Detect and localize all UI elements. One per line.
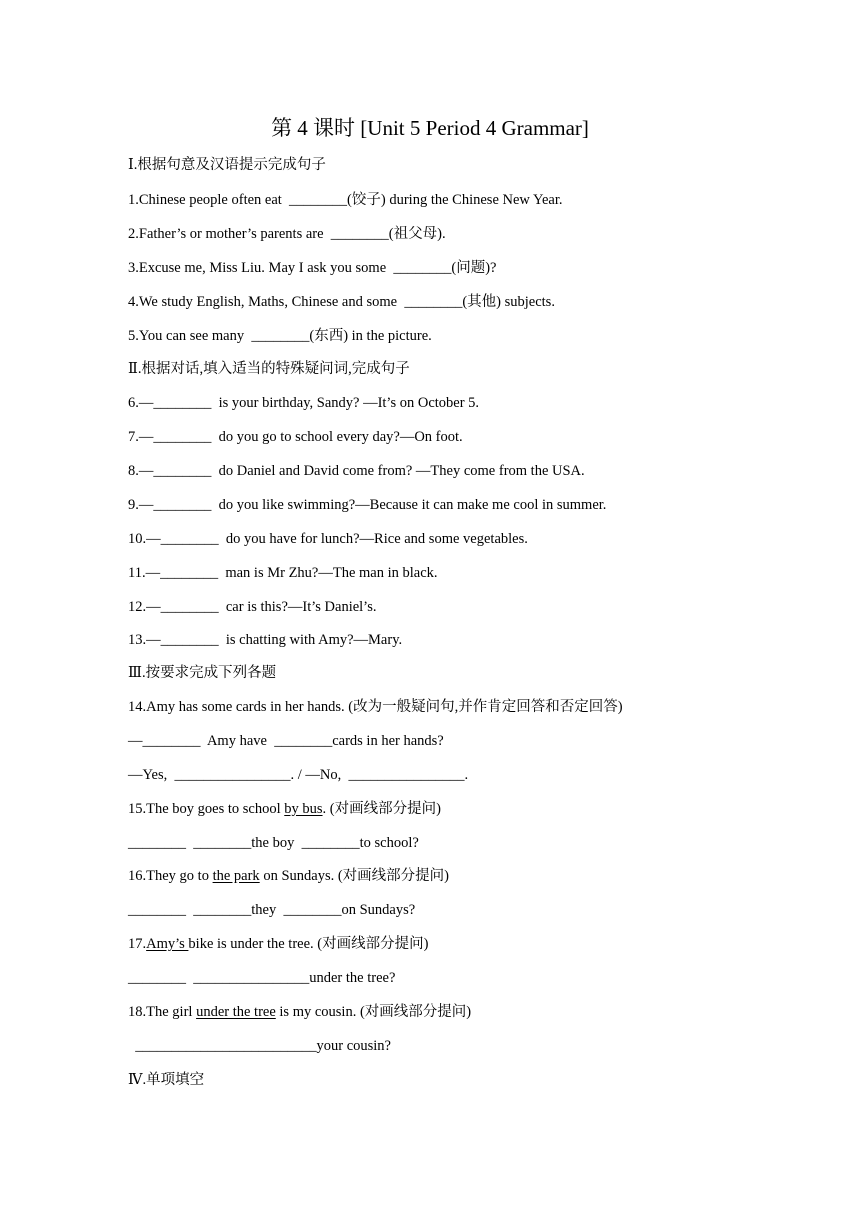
question-15 xyxy=(128,799,441,819)
question-4: 4.We study English, Maths, Chinese and some ________(其他) subjects. xyxy=(128,294,555,310)
question-2: 2.Father’s or mother’s parents are ________(祖父母). xyxy=(128,226,446,242)
underlined-phrase: Amy’s xyxy=(146,936,189,952)
question-13: 13.—________ is chatting with Amy?—Mary. xyxy=(128,632,403,648)
section-heading-4: Ⅳ.单项填空 xyxy=(128,1072,205,1088)
section-heading-1: Ⅰ.根据句意及汉语提示完成句子 xyxy=(128,157,326,173)
underlined-phrase: by bus xyxy=(284,801,323,817)
answer-line-17: ________ ________________under the tree? xyxy=(128,970,396,986)
question-9: 9.—________ do you like swimming?—Because it can make me cool in summer. xyxy=(128,497,607,513)
question-18 xyxy=(128,1002,471,1022)
question-12: 12.—________ car is this?—It’s Daniel’s. xyxy=(128,599,377,615)
underlined-phrase: under the tree xyxy=(196,1004,276,1020)
question-5: 5.You can see many ________(东西) in the picture. xyxy=(128,328,432,344)
question-16-before: 16.They go to xyxy=(128,868,213,884)
question-15-after: . (对画线部分提问) xyxy=(322,801,441,817)
question-1: 1.Chinese people often eat ________(饺子) during the Chinese New Year. xyxy=(128,192,563,208)
underlined-phrase: the park xyxy=(212,868,260,884)
question-18-before: 18.The girl xyxy=(128,1004,197,1020)
question-6: 6.—________ is your birthday, Sandy? —It’s on October 5. xyxy=(128,395,480,411)
question-18-after: is my cousin. (对画线部分提问) xyxy=(275,1004,472,1020)
question-17 xyxy=(128,934,428,954)
question-14: 14.Amy has some cards in her hands. (改为一般疑问句,并作肯定回答和否定回答) xyxy=(128,699,623,715)
page-title: 第 4 课时 [Unit 5 Period 4 Grammar] xyxy=(271,116,589,140)
question-7: 7.—________ do you go to school every day?—On foot. xyxy=(128,429,463,445)
section-heading-2: Ⅱ.根据对话,填入适当的特殊疑问词,完成句子 xyxy=(128,361,410,377)
question-11: 11.—________ man is Mr Zhu?—The man in black. xyxy=(128,565,438,581)
question-16 xyxy=(128,866,449,886)
answer-line-14b: —Yes, ________________. / —No, ________________. xyxy=(128,767,469,783)
question-17-before: 17. xyxy=(128,936,147,952)
answer-line-18: _________________________your cousin? xyxy=(128,1038,391,1054)
question-10: 10.—________ do you have for lunch?—Rice and some vegetables. xyxy=(128,531,528,547)
answer-line-16: ________ ________they ________on Sundays? xyxy=(128,902,416,918)
answer-line-15: ________ ________the boy ________to school? xyxy=(128,835,419,851)
question-17-after: bike is under the tree. (对画线部分提问) xyxy=(188,936,429,952)
question-16-after: on Sundays. (对画线部分提问) xyxy=(259,868,449,884)
question-3: 3.Excuse me, Miss Liu. May I ask you some ________(问题)? xyxy=(128,260,497,276)
question-15-before: 15.The boy goes to school xyxy=(128,801,285,817)
section-heading-3: Ⅲ.按要求完成下列各题 xyxy=(128,665,277,681)
answer-line-14a: —________ Amy have ________cards in her hands? xyxy=(128,733,444,749)
question-8: 8.—________ do Daniel and David come from? —They come from the USA. xyxy=(128,463,585,479)
